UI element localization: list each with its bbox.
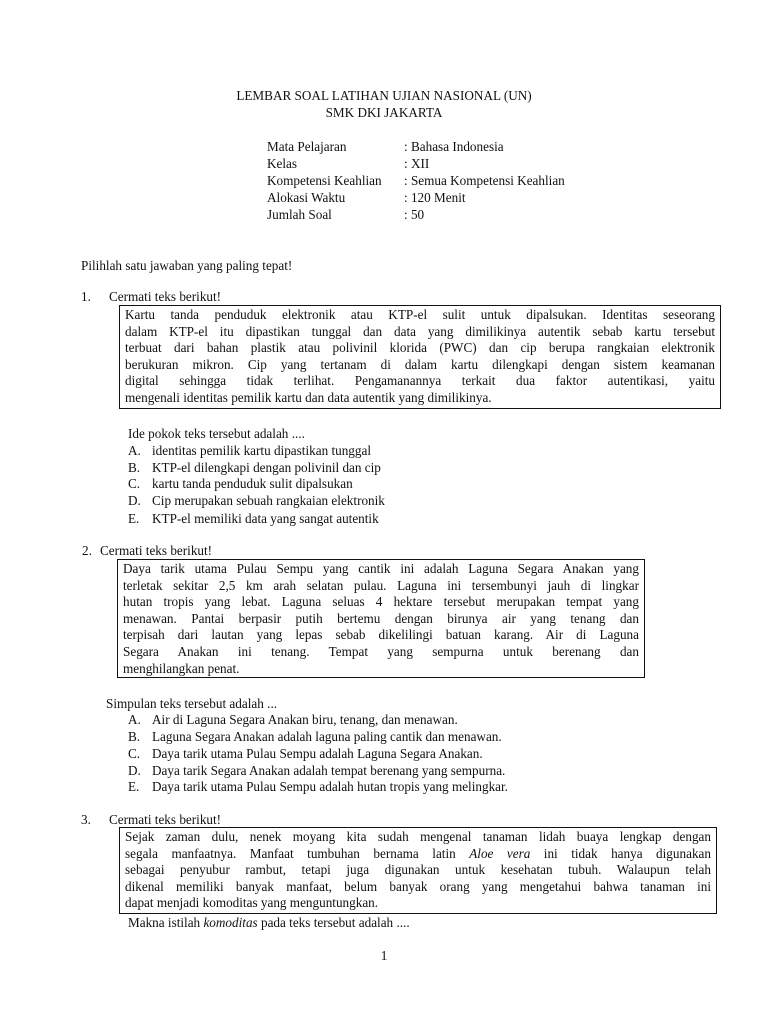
answer-option — [128, 460, 381, 477]
highlighted-term: komoditas — [203, 915, 258, 930]
option-text: Daya tarik utama Pulau Sempu adalah Laguna Segara Anakan. — [152, 746, 483, 761]
question-number: 3. — [81, 812, 91, 827]
page-number: 1 — [380, 948, 388, 963]
passage-line: dikenal memiliki banyak manfaat, belum banyak orang yang mengetahui bahwa tanaman ini — [125, 878, 711, 894]
reading-passage-box — [119, 827, 717, 914]
meta-key: Alokasi Waktu — [267, 190, 346, 205]
answer-option — [128, 493, 385, 510]
passage-line: dapat menjadi komoditas yang menguntungkan. — [125, 895, 379, 911]
question-prompt: Cermati teks berikut! — [109, 812, 222, 827]
answer-option — [128, 746, 483, 763]
meta-value: : 120 Menit — [404, 190, 466, 205]
meta-value: : Bahasa Indonesia — [404, 139, 504, 154]
meta-key: Kompetensi Keahlian — [267, 173, 382, 188]
meta-key: Kelas — [267, 156, 298, 171]
option-letter: B. — [128, 460, 141, 475]
option-text: KTP-el memiliki data yang sangat autentik — [152, 511, 379, 526]
option-letter: E. — [128, 779, 140, 794]
option-text: kartu tanda penduduk sulit dipalsukan — [152, 476, 353, 491]
answer-option — [128, 476, 353, 493]
passage-line: digital sehingga tidak terlihat. Pengamanannya terkait dua faktor autentikasi, yaitu — [125, 373, 715, 389]
option-letter: C. — [128, 746, 141, 761]
passage-line: sebagai penyubur rambut, tetapi juga digunakan untuk kesehatan tubuh. Walaupun telah — [125, 862, 711, 878]
option-letter: A. — [128, 712, 141, 727]
passage-line: menghilangkan penat. — [123, 660, 240, 676]
meta-value: : 50 — [404, 207, 425, 222]
option-letter: A. — [128, 443, 141, 458]
meta-value: : Semua Kompetensi Keahlian — [404, 173, 565, 188]
passage-line: Segara Anakan ini tenang. Tempat yang sempurna untuk berenang dan — [123, 643, 639, 659]
option-text: Cip merupakan sebuah rangkaian elektronik — [152, 493, 385, 508]
option-letter: D. — [128, 763, 141, 778]
passage-text: segala manfaatnya. Manfaat tumbuhan bernama latin — [125, 845, 470, 861]
passage-line: berukuran mikron. Cip yang tertanam di dalam kartu dilengkapi dengan sistem keamanan — [125, 356, 715, 372]
document-title: LEMBAR SOAL LATIHAN UJIAN NASIONAL (UN) — [236, 88, 532, 103]
option-letter: B. — [128, 729, 141, 744]
option-text: Air di Laguna Segara Anakan biru, tenang, dan menawan. — [152, 712, 458, 727]
question-text: Simpulan teks tersebut adalah ... — [106, 696, 278, 711]
option-text: Daya tarik utama Pulau Sempu adalah hutan tropis yang melingkar. — [152, 779, 508, 794]
meta-value: : XII — [404, 156, 430, 171]
answer-option — [128, 779, 508, 796]
passage-line: Kartu tanda penduduk elektronik atau KTP-el sulit untuk dipalsukan. Identitas seseorang — [125, 307, 715, 322]
question-text — [128, 915, 410, 932]
passage-line: Daya tarik utama Pulau Sempu yang cantik ini adalah Laguna Segara Anakan yang — [123, 561, 639, 576]
question-text: Ide pokok teks tersebut adalah .... — [128, 426, 305, 441]
passage-line: Sejak zaman dulu, nenek moyang kita sudah mengenal tanaman lidah buaya lengkap dengan — [125, 829, 711, 844]
answer-option — [128, 729, 502, 746]
option-letter: C. — [128, 476, 141, 491]
answer-option — [128, 511, 379, 528]
option-letter: D. — [128, 493, 141, 508]
question-number: 2. — [82, 543, 92, 558]
meta-key: Mata Pelajaran — [267, 139, 347, 154]
option-text: identitas pemilik kartu dipastikan tunggal — [152, 443, 372, 458]
passage-line: menawan. Pantai berpasir putih bertemu dengan birunya air yang tenang dan — [123, 610, 639, 626]
option-text: Daya tarik Segara Anakan adalah tempat berenang yang sempurna. — [152, 763, 506, 778]
question-number: 1. — [81, 289, 91, 304]
passage-text: ini tidak hanya digunakan — [530, 845, 711, 861]
option-text: Laguna Segara Anakan adalah laguna paling cantik dan menawan. — [152, 729, 502, 744]
meta-key: Jumlah Soal — [267, 207, 332, 222]
passage-line: terletak sekitar 2,5 km arah selatan pulau. Laguna ini tersembunyi jauh di lingkar — [123, 577, 639, 593]
reading-passage-box — [117, 559, 645, 678]
answer-option — [128, 443, 371, 460]
passage-line: terbuat dari bahan plastik atau polivinil klorida (PWC) dan cip berupa rangkaian elektronik — [125, 340, 715, 356]
question-prompt: Cermati teks berikut! — [100, 543, 213, 558]
reading-passage-box — [119, 305, 721, 409]
question-prompt: Cermati teks berikut! — [109, 289, 222, 304]
option-letter: E. — [128, 511, 140, 526]
latin-term: Aloe vera — [469, 845, 531, 861]
passage-line: hutan tropis yang lebat. Laguna seluas 4 hektare tersebut merupakan tempat yang — [123, 594, 639, 610]
passage-line: dalam KTP-el itu dipastikan tunggal dan data yang dimilikinya autentik sebab kartu tersebut — [125, 323, 715, 339]
option-text: KTP-el dilengkapi dengan polivinil dan cip — [152, 460, 381, 475]
document-subtitle: SMK DKI JAKARTA — [325, 105, 443, 120]
answer-option — [128, 763, 505, 780]
question-text-part: pada teks tersebut adalah .... — [257, 915, 410, 930]
passage-line: terpisah dari lautan yang lepas sebab dikelilingi batuan karang. Air di Laguna — [123, 627, 639, 643]
passage-line: mengenali identitas pemilik kartu dan data autentik yang dimilikinya. — [125, 389, 492, 405]
passage-line — [125, 846, 711, 863]
question-text-part: Makna istilah — [128, 915, 204, 930]
instruction-text: Pilihlah satu jawaban yang paling tepat! — [81, 258, 293, 273]
answer-option — [128, 712, 458, 729]
